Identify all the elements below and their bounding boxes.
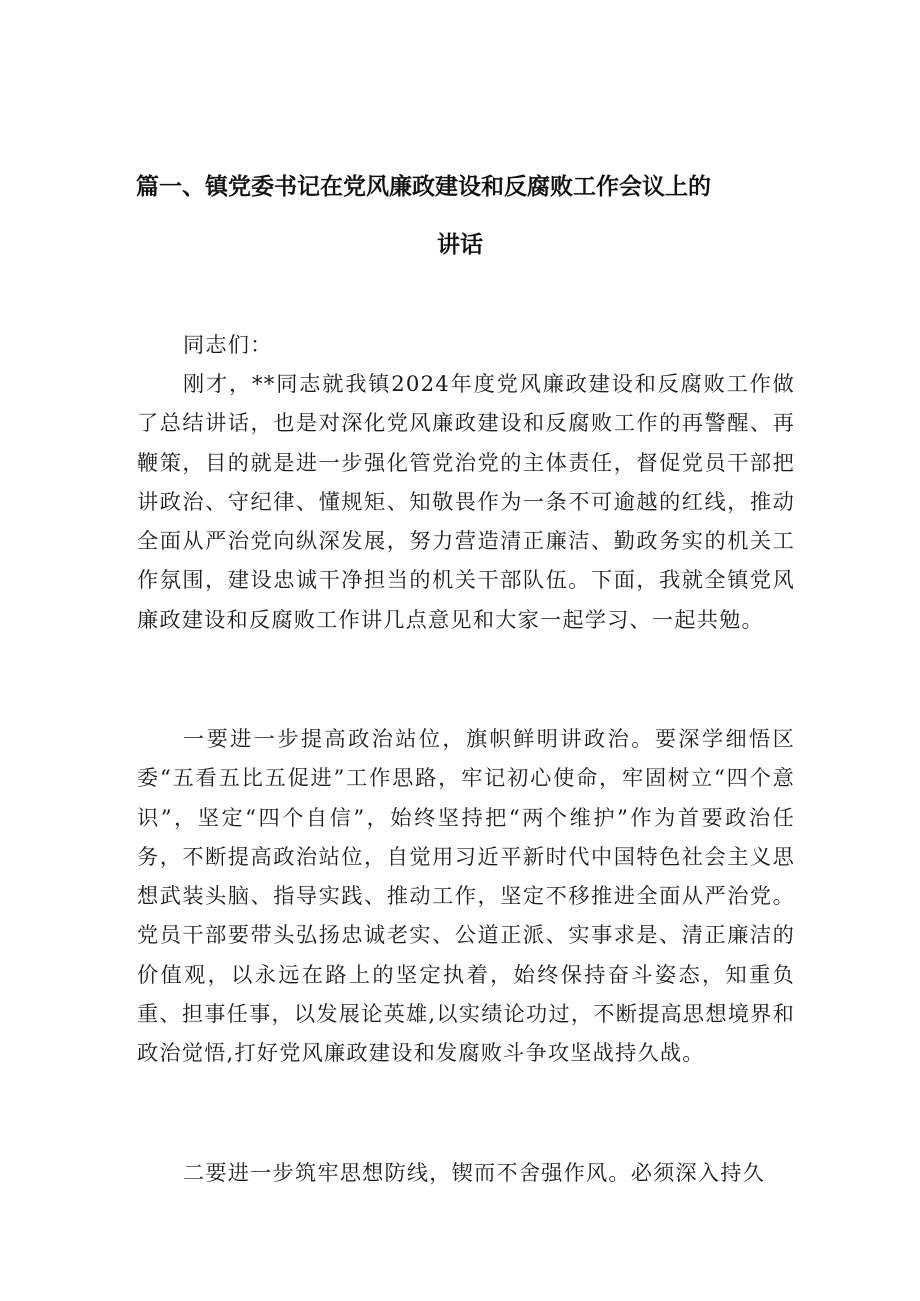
salutation: 同志们： (183, 332, 273, 357)
paragraph-3: 二要进一步筑牢思想防线，锲而不舍强作风。必须深入持久 (183, 1160, 766, 1185)
paragraph-2: 一要进一步提高政治站位，旗帜鲜明讲政治。要深学细悟区委“五看五比五促进”工作思路，牢记初心使命，牢固树立“四个意识”，坚定“四个自信”，始终坚持把“两个维护”作为首要政治任务，不断提高政治站位，自觉用习近平新时代中国特色社会主义思想武装头脑、指导实践、推动工作，坚定不移推进全面从严治党。党员干部要带头弘扬忠诚老实、公道正派、实事求是、清正廉洁的价值观，以永远在路上的坚定执着，始终保持奋斗姿态，知重负重、担事任事，以发展论英雄,以实绩论功过，不断提高思想境界和政治觉悟,打好党风廉政建设和发腐败斗争攻坚战持久战。 (137, 726, 795, 1066)
document-title-line-1: 篇一、镇党委书记在党风廉政建设和反腐败工作会议上的 (136, 174, 711, 200)
paragraph-1: 刚才，**同志就我镇2024年度党风廉政建设和反腐败工作做了总结讲话，也是对深化党风廉政建设和反腐败工作的再警醒、再鞭策，目的就是进一步强化管党治党的主体责任，督促党员干部把讲政治、守纪律、懂规矩、知敬畏作为一条不可逾越的红线，推动全面从严治党向纵深发展，努力营造清正廉洁、勤政务实的机关工作氛围，建设忠诚干净担当的机关干部队伍。下面，我就全镇党风廉政建设和反腐败工作讲几点意见和大家一起学习、一起共勉。 (137, 371, 795, 632)
document-title-line-2: 讲话 (437, 232, 483, 258)
